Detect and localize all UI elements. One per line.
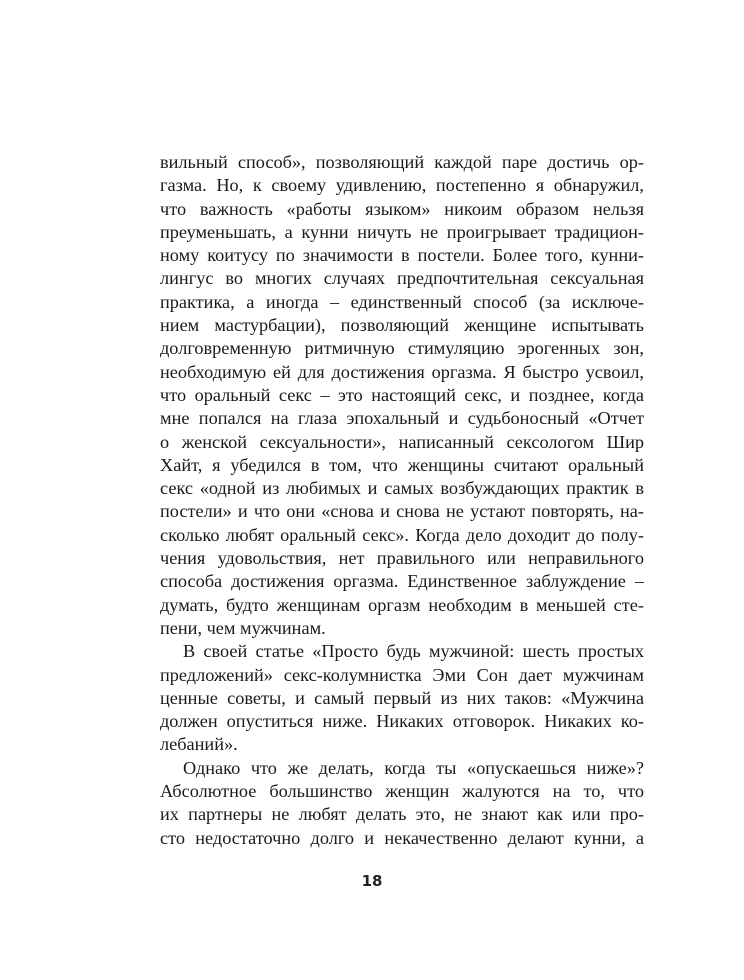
page-number: 18 [361,872,383,890]
text-line: что оральный секс – это настоящий секс, и позднее, когда [160,384,644,405]
text-line: вильный способ», позволяющий каждой паре достичь ор- [160,152,644,172]
text-line: практика, а иногда – единственный способ (за исключе- [160,291,644,312]
text-line: Абсолютное большинство женщин жалуются на то, что [160,781,644,802]
text-line: что важность «работы языком» никоим образом нельзя [160,198,644,219]
text-line: ценные советы, и самый первый из них таков: «Мужчина [160,687,644,708]
text-line: газма. Но, к своему удивлению, постепенно я обнаружил, [160,175,644,196]
text-line: Хайт, я убедился в том, что женщины считают оральный [160,454,644,475]
text-line: должен опуститься ниже. Никаких отговорок. Никаких ко- [160,711,644,732]
text-line: лингус во многих случаях предпочтительная сексуальная [160,268,644,289]
text-line: думать, будто женщинам оргазм необходим в меньшей сте- [160,594,644,615]
text-line: необходимую ей для достижения оргазма. Я быстро усвоил, [160,361,644,382]
text-line: предложений» секс-колумнистка Эми Сон дает мужчинам [160,664,644,685]
body-text [160,151,644,850]
text-line: ному коитусу по значимости в постели. Более того, кунни- [160,245,644,266]
text-line: постели» и что они «снова и снова не устают повторять, на- [160,501,644,522]
text-line: чения удовольствия, нет правильного или неправильного [160,548,644,569]
text-line: нием мастурбации), позволяющий женщине испытывать [160,315,644,336]
text-line: лебаний». [160,734,238,755]
text-line: сколько любят оральный секс». Когда дело доходит до полу- [160,524,644,545]
text-line: долговременную ритмичную стимуляцию эрогенных зон, [160,338,644,359]
text-line: преуменьшать, а кунни ничуть не проигрывает традицион- [160,221,644,242]
text-line: секс «одной из любимых и самых возбуждающих практик в [160,478,644,499]
text-line: мне попался на глаза эпохальный и судьбоносный «Отчет [160,408,644,429]
text-line: сто недостаточно долго и некачественно делают кунни, а [160,827,644,848]
text-line: В своей статье «Просто будь мужчиной: шесть простых [183,641,644,662]
text-line: способа достижения оргазма. Единственное заблуждение – [160,571,644,592]
text-line: их партнеры не любят делать это, не знают как или про- [160,804,644,825]
text-line: пени, чем мужчинам. [160,617,326,638]
text-line: Однако что же делать, когда ты «опускаешься ниже»? [183,757,644,778]
text-line: о женской сексуальности», написанный сексологом Шир [160,431,644,452]
